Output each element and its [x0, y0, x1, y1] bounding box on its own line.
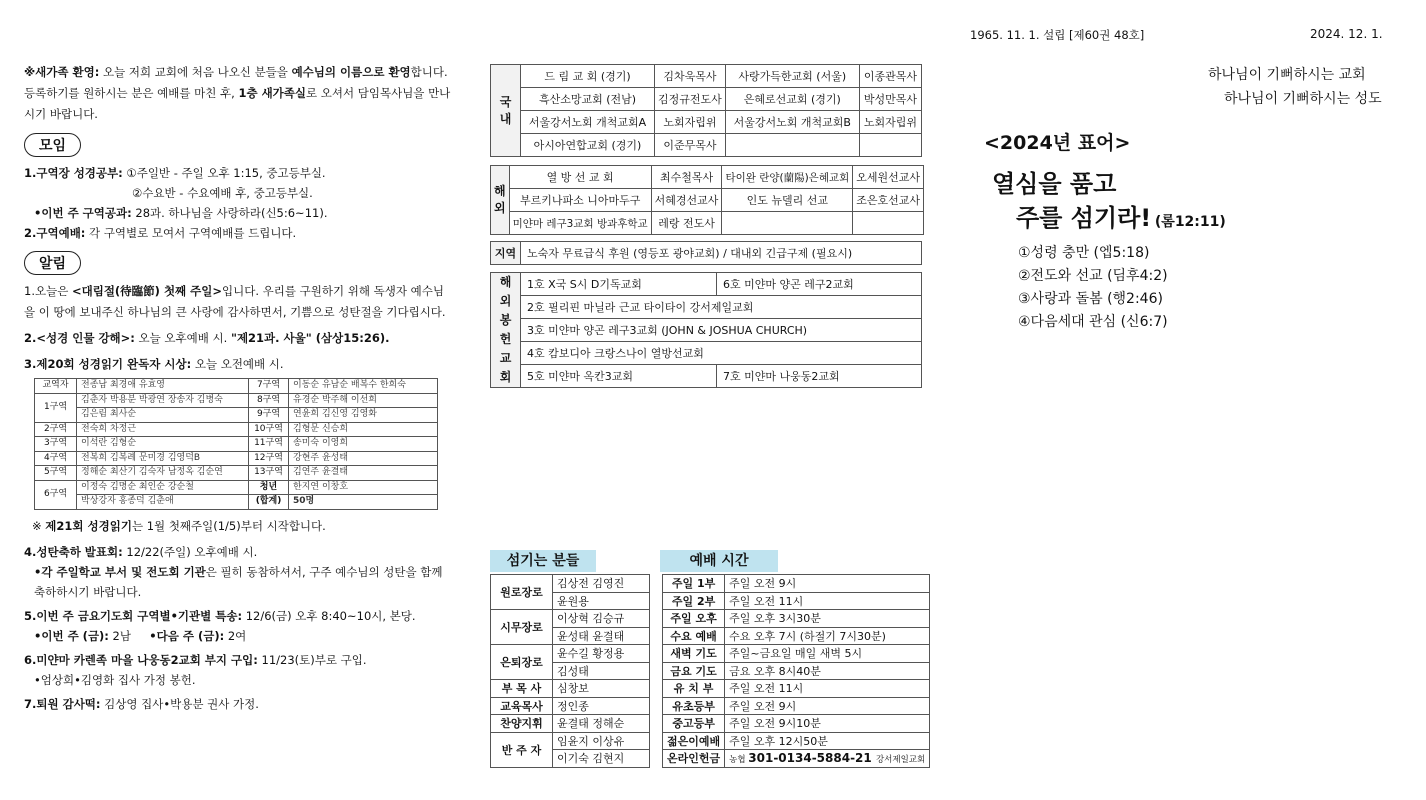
moim-line-1: 1.구역장 성경공부: ①주일반 - 주일 오후 1:15, 중고등부실. [24, 166, 326, 180]
notice-3: 3.제20회 성경읽기 완독자 시상: 오늘 오전예배 시. [24, 357, 284, 371]
worship-name: 중고등부 [663, 715, 725, 733]
reading-note: ※ 제21회 성경읽기는 1월 첫째주일(1/5)부터 시작합니다. [32, 518, 326, 533]
worship-row [663, 732, 930, 750]
mission-church: 열 방 선 교 회 [509, 166, 651, 189]
reading-group-names: 송미숙 이영희 [289, 437, 438, 452]
reading-group-names: 김연주 윤결태 [289, 466, 438, 481]
reading-row [35, 422, 438, 437]
mission-worker [859, 134, 921, 157]
reading-group-names: 김은림 최사순 [77, 408, 249, 423]
motto-church: 하나님이 기뻐하시는 교회 [1208, 67, 1366, 83]
new-family-welcome [24, 62, 454, 125]
reading-group-names: 정해순 최산기 김숙자 남정옥 김순연 [77, 466, 249, 481]
worship-row [663, 715, 930, 733]
moim-line-2: ②수요반 - 수요예배 후, 중고등부실. [132, 186, 313, 200]
worship-time: 주일 오전 9시 [725, 575, 930, 593]
planted-1: 1호 X국 S시 D기독교회 [521, 273, 717, 296]
server-row [491, 715, 650, 733]
mission-church: 타이완 란양(蘭陽)은혜교회 [722, 166, 853, 189]
reading-group-label: 3구역 [35, 437, 77, 452]
server-row [491, 732, 650, 750]
reading-group-label: 8구역 [249, 393, 289, 408]
worship-time: 금요 오후 8시40분 [725, 662, 930, 680]
mission-worker: 최수철목사 [651, 166, 722, 189]
planted-6: 6호 미얀마 양곤 레구2교회 [717, 273, 922, 296]
region-mission-table [490, 241, 922, 265]
reading-group-names: 김춘자 박용분 박광연 장송자 김병숙 [77, 393, 249, 408]
reading-row [35, 495, 438, 510]
planted-3: 3호 미얀마 양곤 레구3교회 (JOHN & JOSHUA CHURCH) [521, 319, 922, 342]
motto-point: ③사랑과 돌봄 (행2:46) [1018, 291, 1163, 307]
notice-5-sub: •이번 주 (금): 2남 •다음 주 (금): 2여 [34, 628, 247, 643]
worship-row [663, 697, 930, 715]
worship-name: 유초등부 [663, 697, 725, 715]
overseas-mission-table [490, 165, 924, 235]
server-names: 윤수길 황정용 [553, 645, 650, 663]
motto-point: ②전도와 선교 (딤후4:2) [1018, 268, 1168, 284]
notice-6: 6.미얀마 카렌족 마을 나웅동2교회 부지 구입: 11/23(토)부로 구입. [24, 652, 367, 667]
worship-name: 유 치 부 [663, 680, 725, 698]
notice-6-sub: •엄상희•김영화 집사 가정 봉헌. [34, 672, 196, 687]
reading-group-names: 연윤희 김신영 김영화 [289, 408, 438, 423]
reading-group-names: 강현주 윤성태 [289, 451, 438, 466]
motto-point: ①성령 충만 (엡5:18) [1018, 245, 1150, 261]
planted-2: 2호 필리핀 마닐라 근교 타이타이 강서제일교회 [521, 296, 922, 319]
mission-worker: 김차욱목사 [655, 65, 726, 88]
worship-row [663, 627, 930, 645]
server-role: 찬양지휘 [491, 715, 553, 733]
reading-group-label: 6구역 [35, 480, 77, 509]
welcome-bold-1: 예수님의 이름으로 환영 [291, 65, 411, 79]
reading-row [35, 379, 438, 394]
notice-1: 1.오늘은 <대림절(待臨節) 첫째 주일>입니다. 우리를 구원하기 위해 독생자 예수님을 이 땅에 보내주신 하나님의 큰 사랑에 감사하면서, 기쁨으로 성탄절을 기다립시다. [24, 284, 446, 319]
worship-name: 새벽 기도 [663, 645, 725, 663]
server-row [491, 645, 650, 663]
server-names: 윤성태 윤결태 [553, 627, 650, 645]
reading-group-label: 12구역 [249, 451, 289, 466]
mission-worker: 노회자립위 [859, 111, 921, 134]
region-side: 지역 [491, 242, 521, 265]
planted-7: 7호 미얀마 나웅동2교회 [717, 365, 922, 388]
reading-group-label: 1구역 [35, 393, 77, 422]
server-role: 원로장로 [491, 575, 553, 610]
servers-title: 섬기는 분들 [490, 550, 596, 572]
planted-4: 4호 캄보디아 크랑스나이 열방선교회 [521, 342, 922, 365]
overseas-side: 해 외 [491, 166, 510, 235]
worship-row [663, 645, 930, 663]
planted-5: 5호 미얀마 옥칸3교회 [521, 365, 717, 388]
reading-group-names: 전복희 김복례 문미경 김영덕B [77, 451, 249, 466]
domestic-side: 국 내 [491, 65, 521, 157]
mission-worker: 서혜경선교사 [651, 189, 722, 212]
welcome-text-3: 로 오셔서 담임목사님을 만나시기 바랍니다. [24, 86, 451, 121]
worship-row [663, 662, 930, 680]
mission-church: 서울강서노회 개척교회A [521, 111, 655, 134]
issue-date: 2024. 12. 1. [1310, 27, 1383, 41]
server-role: 시무장로 [491, 610, 553, 645]
worship-time: 주일 오후 3시30분 [725, 610, 930, 628]
worship-name: 금요 기도 [663, 662, 725, 680]
server-role: 반 주 자 [491, 732, 553, 767]
worship-title: 예배 시간 [660, 550, 778, 572]
reading-completion-table [34, 378, 438, 510]
reading-group-names: 이정숙 김명순 최인순 강순철 [77, 480, 249, 495]
notice-4-sub: •각 주일학교 부서 및 전도회 기관은 필히 동참하셔서, 구주 예수님의 성탄을 함께 축하하시기 바랍니다. [34, 564, 443, 599]
server-row [491, 575, 650, 593]
reading-row [35, 393, 438, 408]
planted-side: 해 외 봉 헌 교 회 [491, 273, 521, 388]
motto-points [1018, 242, 1168, 334]
welcome-lead: ※새가족 환영: [24, 65, 100, 79]
reading-group-names: 이석란 김형순 [77, 437, 249, 452]
welcome-text-2: 합니다. 등록하기를 원하시는 분은 예배를 마친 후, [24, 65, 448, 100]
mission-worker: 이종관목사 [859, 65, 921, 88]
worship-time: 주일 오전 9시10분 [725, 715, 930, 733]
welcome-bold-2: 1층 새가족실 [238, 86, 307, 100]
reading-row [35, 480, 438, 495]
mission-row [491, 65, 922, 88]
motto-point: ④다음세대 관심 (신6:7) [1018, 314, 1168, 330]
reading-group-names: 50명 [289, 495, 438, 510]
worship-name: 온라인헌금 [663, 750, 725, 768]
server-names: 윤결태 정해순 [553, 715, 650, 733]
mission-worker: 오세원선교사 [853, 166, 924, 189]
reading-group-label: 9구역 [249, 408, 289, 423]
worship-row [663, 750, 930, 768]
reading-row [35, 451, 438, 466]
worship-name: 주일 오후 [663, 610, 725, 628]
reading-group-names: 전숙희 차정근 [77, 422, 249, 437]
worship-name: 주일 1부 [663, 575, 725, 593]
worship-row [663, 575, 930, 593]
worship-time: 주일 오후 12시50분 [725, 732, 930, 750]
mission-row [491, 134, 922, 157]
theme-line-1: 열심을 품고 [992, 170, 1117, 198]
server-names: 정인종 [553, 697, 650, 715]
reading-group-label: 2구역 [35, 422, 77, 437]
mission-worker: 레랑 전도사 [651, 212, 722, 235]
mission-church: 아시아연합교회 (경기) [521, 134, 655, 157]
reading-group-names: 박상강자 홍종덕 김춘애 [77, 495, 249, 510]
mission-church: 드 림 교 회 (경기) [521, 65, 655, 88]
reading-group-label: 7구역 [249, 379, 289, 394]
mission-church: 사랑가득한교회 (서울) [725, 65, 859, 88]
reading-row [35, 408, 438, 423]
mission-row [491, 111, 922, 134]
reading-row [35, 437, 438, 452]
worship-row [663, 610, 930, 628]
mission-church: 미얀마 레구3교회 방과후학교 [509, 212, 651, 235]
left-column [24, 62, 454, 714]
reading-group-label: 5구역 [35, 466, 77, 481]
welcome-text-1: 오늘 저희 교회에 처음 나오신 분들을 [99, 65, 292, 79]
server-names: 윤원용 [553, 592, 650, 610]
reading-group-label: 11구역 [249, 437, 289, 452]
mission-worker: 이준무목사 [655, 134, 726, 157]
reading-group-label: 10구역 [249, 422, 289, 437]
mission-church: 서울강서노회 개척교회B [725, 111, 859, 134]
worship-time: 주일 오전 11시 [725, 592, 930, 610]
mission-row [491, 189, 924, 212]
reading-row [35, 466, 438, 481]
notice-5: 5.이번 주 금요기도회 구역별•기관별 특송: 12/6(금) 오후 8:40~10시, 본당. [24, 608, 416, 623]
worship-row [663, 592, 930, 610]
worship-time: 주일 오전 9시 [725, 697, 930, 715]
servers-table [490, 574, 650, 768]
worship-time: 주일 오전 11시 [725, 680, 930, 698]
server-row [491, 610, 650, 628]
worship-name: 젊은이예배 [663, 732, 725, 750]
mission-church: 부르키나파소 니아마두구 [509, 189, 651, 212]
mission-church [722, 212, 853, 235]
server-row [491, 680, 650, 698]
server-row [491, 697, 650, 715]
server-names: 이기숙 김현지 [553, 750, 650, 768]
year-motto-title: <2024년 표어> [984, 132, 1131, 154]
mission-worker [853, 212, 924, 235]
domestic-mission-table [490, 64, 922, 157]
mission-worker: 노회자립위 [655, 111, 726, 134]
worship-name: 수요 예배 [663, 627, 725, 645]
server-names: 김상전 김영진 [553, 575, 650, 593]
moim-line-3: •이번 주 구역공과: 28과. 하나님을 사랑하라(신5:6~11). [34, 206, 328, 220]
worship-time: 주일~금요일 매일 새벽 5시 [725, 645, 930, 663]
reading-group-names: 김형문 신승희 [289, 422, 438, 437]
mission-row [491, 88, 922, 111]
mission-row [491, 166, 924, 189]
server-names: 임윤지 이상유 [553, 732, 650, 750]
mission-church: 은혜로선교회 (경기) [725, 88, 859, 111]
server-role: 교육목사 [491, 697, 553, 715]
server-role: 부 목 사 [491, 680, 553, 698]
founding-info: 1965. 11. 1. 설립 [제60권 48호] [970, 28, 1145, 42]
server-names: 심창보 [553, 680, 650, 698]
mission-church: 인도 뉴델리 선교 [722, 189, 853, 212]
reading-group-names: 유경순 박주해 이선희 [289, 393, 438, 408]
mission-worker: 조은호선교사 [853, 189, 924, 212]
reading-group-label: 13구역 [249, 466, 289, 481]
reading-group-names: 이동순 유남순 배복수 한희숙 [289, 379, 438, 394]
notice-7: 7.퇴원 감사떡: 김상영 집사•박용분 권사 가정. [24, 696, 259, 711]
mission-church: 흑산소망교회 (전남) [521, 88, 655, 111]
worship-name: 주일 2부 [663, 592, 725, 610]
reading-group-names: 한지연 이창호 [289, 480, 438, 495]
reading-group-label: 청년 [249, 480, 289, 495]
notice-4: 4.성탄축하 발표회: 12/22(주일) 오후예배 시. [24, 544, 258, 559]
mission-worker: 김정규전도사 [655, 88, 726, 111]
reading-group-label: 4구역 [35, 451, 77, 466]
reading-group-label: (합계) [249, 495, 289, 510]
alrim-label: 알림 [24, 251, 81, 275]
notice-2: 2.<성경 인물 강해>: 오늘 오후예배 시. "제21과. 사울" (삼상15:26). [24, 331, 390, 345]
server-names: 김성태 [553, 662, 650, 680]
online-offering-account: 농협 301-0134-5884-21 강서제일교회 [725, 750, 930, 768]
overseas-planted-table [490, 272, 922, 388]
mission-worker: 박성만목사 [859, 88, 921, 111]
worship-table [662, 574, 930, 768]
mission-row [491, 212, 924, 235]
reading-group-names: 전종남 최경애 유효영 [77, 379, 249, 394]
server-role: 은퇴장로 [491, 645, 553, 680]
motto-believer: 하나님이 기뻐하시는 성도 [1224, 91, 1382, 107]
reading-group-label: 교역자 [35, 379, 77, 394]
moim-label: 모임 [24, 133, 81, 157]
moim-line-4: 2.구역예배: 각 구역별로 모여서 구역예배를 드립니다. [24, 226, 297, 240]
server-names: 이상혁 김승규 [553, 610, 650, 628]
mission-church [725, 134, 859, 157]
worship-row [663, 680, 930, 698]
theme-line-2: 주를 섬기라! (롬12:11) [1016, 204, 1226, 232]
worship-time: 수요 오후 7시 (하절기 7시30분) [725, 627, 930, 645]
region-text: 노숙자 무료급식 후원 (영등포 광야교회) / 대내외 긴급구제 (필요시) [521, 242, 922, 265]
